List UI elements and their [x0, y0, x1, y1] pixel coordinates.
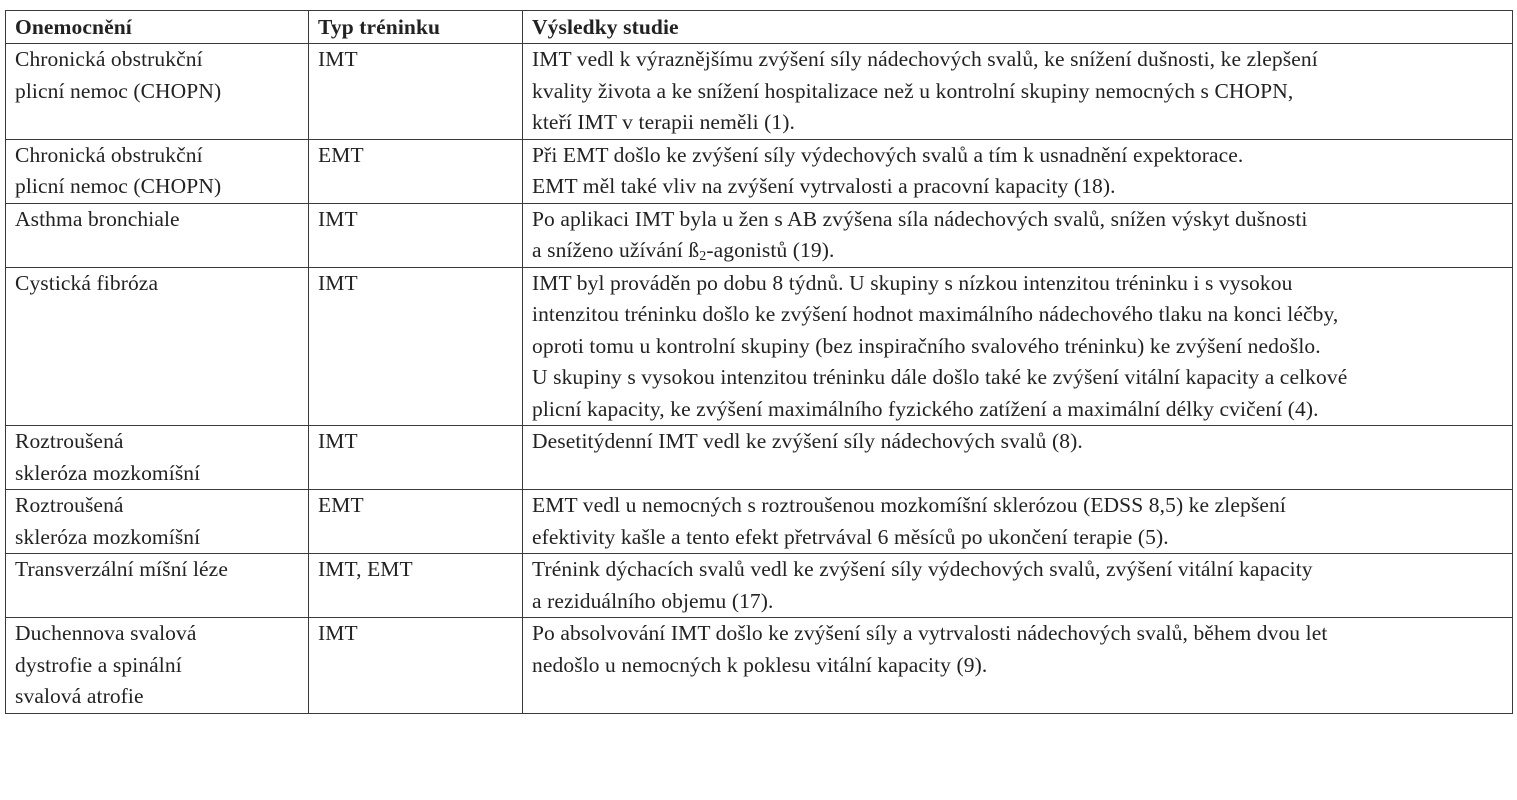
result-cell	[523, 203, 1513, 267]
result-line: Desetitýdenní IMT vedl ke zvýšení síly nádechových svalů (8).	[532, 429, 1083, 453]
result-cell	[523, 267, 1513, 426]
result-line: oproti tomu u kontrolní skupiny (bez inspiračního svalového tréninku) ke zvýšení nedošlo.	[532, 333, 1321, 358]
result-cell	[523, 554, 1513, 618]
disease-cell	[6, 44, 309, 140]
table-row	[6, 490, 1513, 554]
result-line: kvality života a ke snížení hospitalizace než u kontrolní skupiny nemocných s CHOPN,	[532, 78, 1294, 103]
result-line: efektivity kašle a tento efekt přetrvával 6 měsíců po ukončení terapie (5).	[532, 524, 1169, 549]
disease-cell	[6, 426, 309, 490]
study-results-table-container	[5, 10, 1512, 714]
disease-line: Chronická obstrukční	[15, 47, 203, 71]
result-cell	[523, 426, 1513, 490]
result-cell	[523, 490, 1513, 554]
result-line: Po aplikaci IMT byla u žen s AB zvýšena síla nádechových svalů, snížen výskyt dušnosti	[532, 206, 1308, 231]
training-type-cell: IMT	[309, 267, 523, 426]
result-line: intenzitou tréninku došlo ke zvýšení hodnot maximálního nádechového tlaku na konci léčby,	[532, 302, 1339, 326]
table-row	[6, 426, 1513, 490]
disease-line: Roztroušená	[15, 493, 124, 517]
training-type-cell: IMT	[309, 44, 523, 140]
disease-cell	[6, 203, 309, 267]
result-line: Trénink dýchacích svalů vedl ke zvýšení síly výdechových svalů, zvýšení vitální kapacity	[532, 557, 1313, 581]
result-line: IMT byl prováděn po dobu 8 týdnů. U skupiny s nízkou intenzitou tréninku i s vysokou	[532, 270, 1293, 295]
disease-line: Transverzální míšní léze	[15, 557, 228, 581]
disease-line: Roztroušená	[15, 429, 124, 453]
result-text: -agonistů (19).	[706, 238, 835, 262]
result-line: nedošlo u nemocných k poklesu vitální kapacity (9).	[532, 652, 988, 677]
training-type-cell: EMT	[309, 490, 523, 554]
disease-line: svalová atrofie	[15, 684, 144, 708]
result-line: IMT vedl k výraznějšímu zvýšení síly nádechových svalů, ke snížení dušnosti, ke zlepšení	[532, 47, 1318, 71]
table-row	[6, 139, 1513, 203]
result-line: kteří IMT v terapii neměli (1).	[532, 110, 796, 134]
result-text: a sníženo užívání ß	[532, 238, 700, 262]
subscript: 2	[699, 249, 707, 264]
disease-line: skleróza mozkomíšní	[15, 460, 201, 485]
result-line	[532, 235, 1504, 267]
disease-cell	[6, 139, 309, 203]
result-cell	[523, 44, 1513, 140]
training-type-cell: IMT	[309, 426, 523, 490]
table-row	[6, 203, 1513, 267]
disease-line: skleróza mozkomíšní	[15, 524, 201, 549]
header-study-results: Výsledky studie	[523, 11, 1513, 44]
study-results-table	[5, 10, 1513, 714]
result-cell	[523, 139, 1513, 203]
training-type-cell: IMT, EMT	[309, 554, 523, 618]
header-disease: Onemocnění	[6, 11, 309, 44]
result-line: Při EMT došlo ke zvýšení síly výdechových svalů a tím k usnadnění expektorace.	[532, 142, 1244, 167]
disease-line: Cystická fibróza	[15, 270, 159, 295]
disease-line: Chronická obstrukční	[15, 142, 203, 167]
disease-line: Asthma bronchiale	[15, 206, 180, 231]
result-line: plicní kapacity, ke zvýšení maximálního fyzického zatížení a maximální délky cvičení (4).	[532, 396, 1319, 421]
disease-cell	[6, 267, 309, 426]
result-line: EMT měl také vliv na zvýšení vytrvalosti a pracovní kapacity (18).	[532, 174, 1116, 198]
disease-line: plicní nemoc (CHOPN)	[15, 174, 222, 198]
disease-line: Duchennova svalová	[15, 621, 197, 645]
disease-cell	[6, 554, 309, 618]
disease-line: dystrofie a spinální	[15, 652, 182, 677]
result-line: Po absolvování IMT došlo ke zvýšení síly a vytrvalosti nádechových svalů, během dvou let	[532, 621, 1328, 645]
table-header-row	[6, 11, 1513, 44]
disease-cell	[6, 618, 309, 714]
table-row	[6, 267, 1513, 426]
training-type-cell: IMT	[309, 618, 523, 714]
training-type-cell: EMT	[309, 139, 523, 203]
result-cell	[523, 618, 1513, 714]
training-type-cell: IMT	[309, 203, 523, 267]
table-row	[6, 618, 1513, 714]
table-row	[6, 554, 1513, 618]
result-line: a reziduálního objemu (17).	[532, 588, 774, 613]
result-line: EMT vedl u nemocných s roztroušenou mozkomíšní sklerózou (EDSS 8,5) ke zlepšení	[532, 493, 1286, 517]
header-training-type: Typ tréninku	[309, 11, 523, 44]
disease-cell	[6, 490, 309, 554]
result-line: U skupiny s vysokou intenzitou tréninku dále došlo také ke zvýšení vitální kapacity a celkové	[532, 365, 1348, 389]
disease-line: plicní nemoc (CHOPN)	[15, 78, 222, 103]
table-row	[6, 44, 1513, 140]
